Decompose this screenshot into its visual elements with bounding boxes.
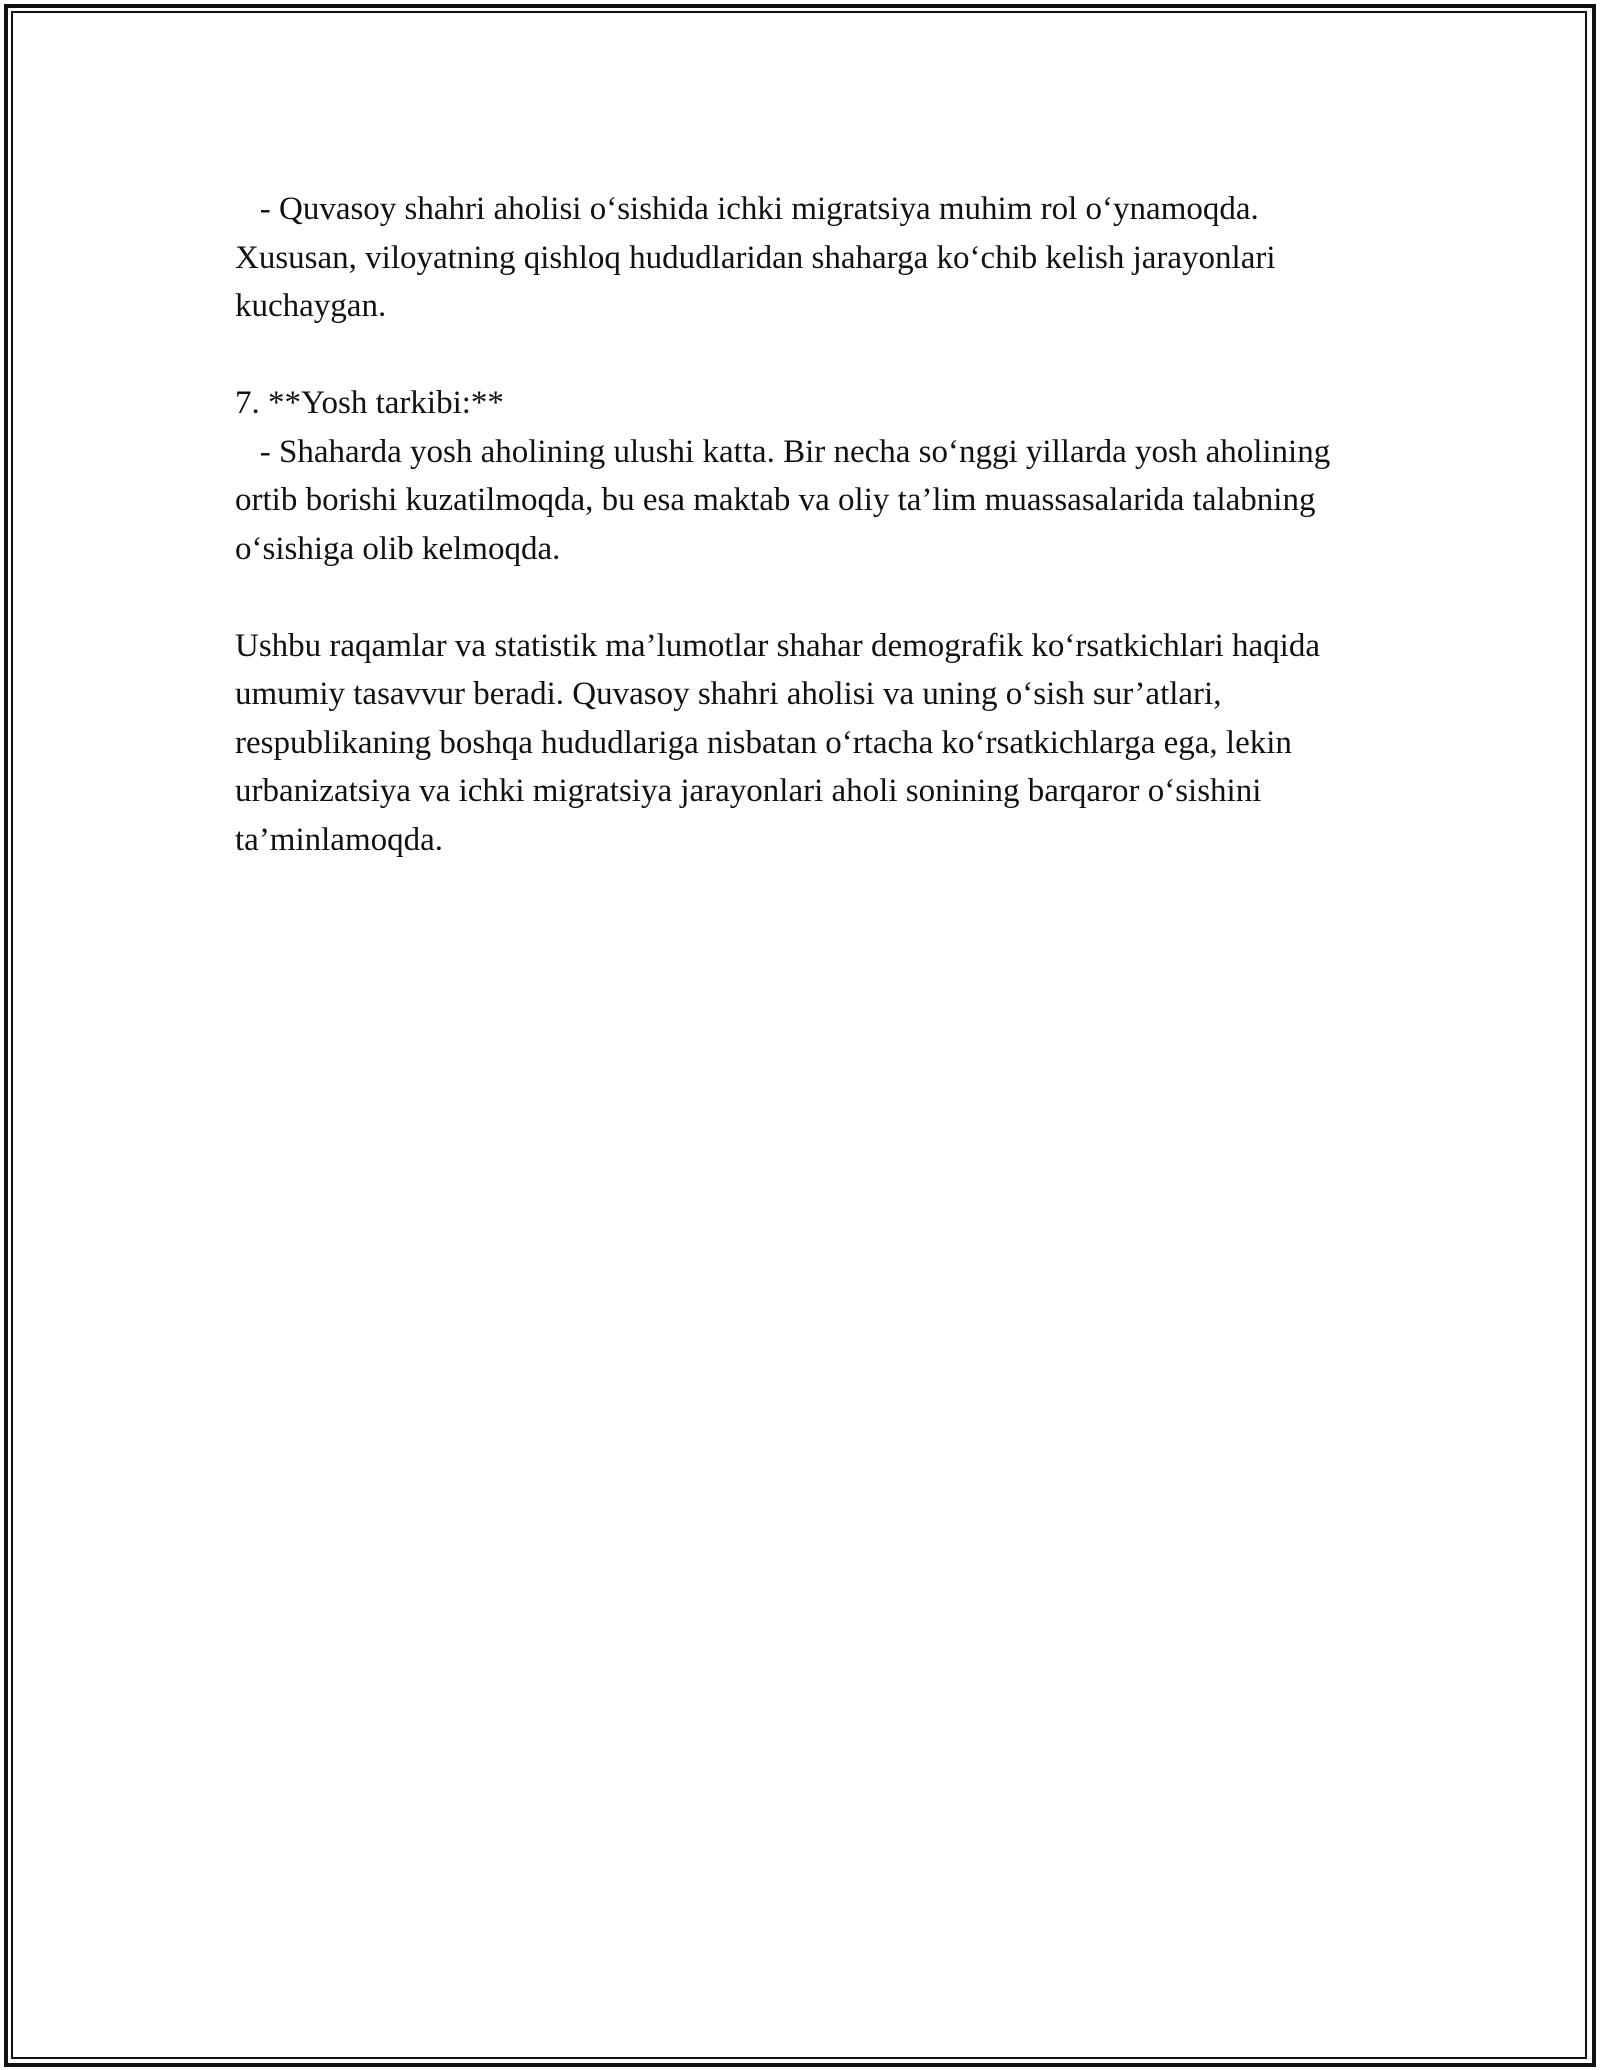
- document-body: [235, 185, 1365, 864]
- summary-paragraph: Ushbu raqamlar va statistik ma’lumotlar shahar demografik ko‘rsatkichlari haqida umumiy tasavvur beradi. Quvasoy shahri aholisi va uning o‘sish sur’atlari, respublikaning boshqa hududlariga nisbatan o‘rtacha ko‘rsatkichlarga ega, lekin urbanizatsiya va ichki migratsiya jarayonlari aholi sonining barqaror o‘sishini ta’minlamoqda.: [235, 627, 1329, 858]
- age-structure-heading: 7. **Yosh tarkibi:**: [235, 385, 504, 421]
- age-structure-bullet-paragraph: - Shaharda yosh aholining ulushi katta. Bir necha so‘nggi yillarda yosh aholining ortib borishi kuzatilmoqda, bu esa maktab va oliy ta’lim muassasalarida talabning o‘sishiga olib kelmoqda.: [235, 433, 1339, 567]
- paragraph-spacer: [235, 331, 1365, 380]
- paragraph-spacer: [235, 573, 1365, 622]
- migration-bullet-paragraph: - Quvasoy shahri aholisi o‘sishida ichki migratsiya muhim rol o‘ynamoqda. Xususan, viloyatning qishloq hududlaridan shaharga ko‘chib kelish jarayonlari kuchaygan.: [235, 191, 1284, 324]
